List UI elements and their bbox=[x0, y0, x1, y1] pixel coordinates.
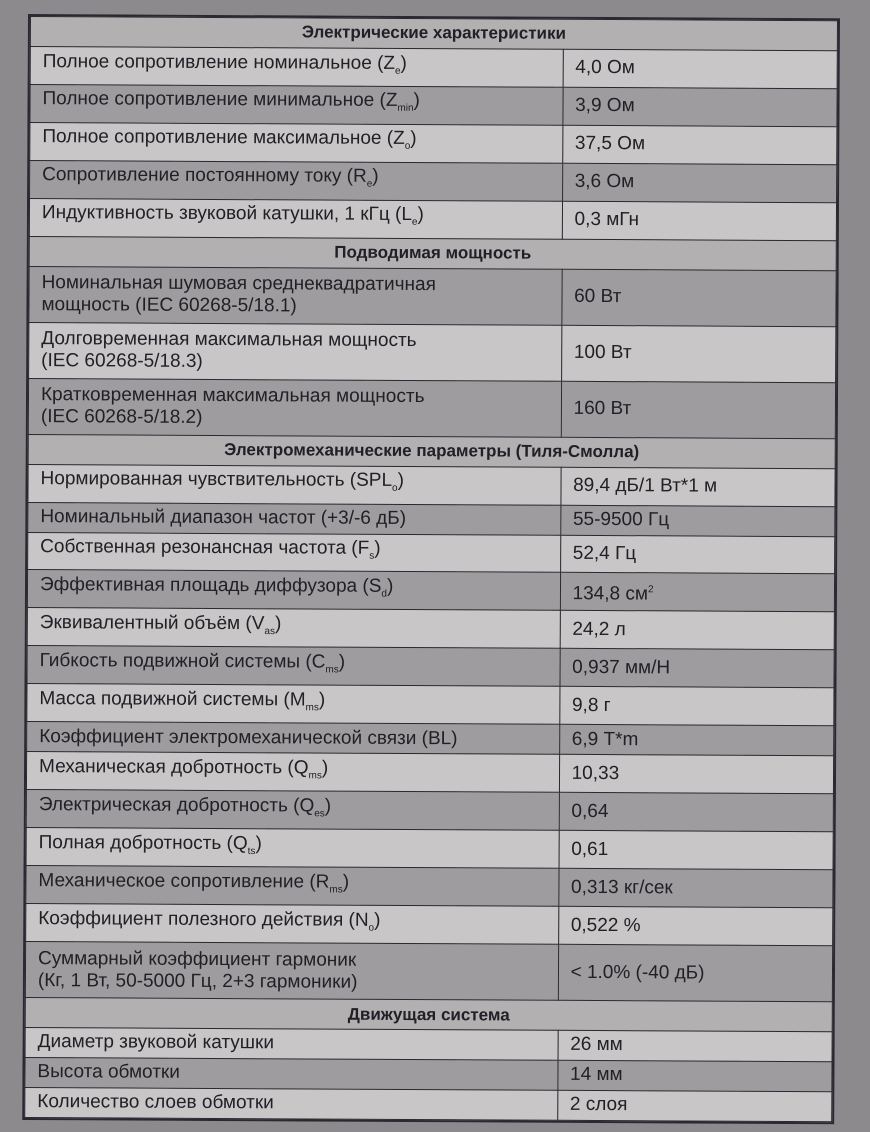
param-label-tail: ) bbox=[374, 537, 381, 559]
param-label-text: Полное сопротивление номинальное (Z bbox=[42, 50, 396, 74]
param-label-text: Нормированная чувствительность (SPL bbox=[40, 468, 393, 492]
table-row bbox=[28, 532, 835, 574]
param-label-text: Полное сопротивление минимальное (Z bbox=[42, 88, 398, 112]
param-label bbox=[29, 266, 562, 325]
param-label bbox=[27, 684, 560, 725]
param-value-text: 89,4 дБ/1 Вт*1 м bbox=[573, 474, 718, 497]
param-subscript: e bbox=[366, 178, 373, 191]
param-value-text: 26 мм bbox=[570, 1034, 623, 1056]
param-label-text: Суммарный коэффициент гармоник bbox=[38, 947, 357, 971]
param-subscript: o bbox=[392, 482, 398, 494]
param-label bbox=[29, 198, 562, 239]
param-value-text: 0,64 bbox=[571, 800, 609, 822]
param-label-text: Высота обмотки bbox=[37, 1061, 180, 1084]
param-subscript: ms bbox=[308, 770, 322, 782]
param-value-text: 0,937 мм/Н bbox=[572, 656, 671, 679]
section-header bbox=[25, 998, 832, 1032]
param-value bbox=[562, 201, 837, 240]
param-label-text: Номинальная шумовая среднеквадратичная bbox=[41, 272, 436, 296]
param-subscript: ms bbox=[325, 664, 339, 676]
param-label-text: Индуктивность звуковой катушки, 1 кГц (L bbox=[41, 202, 412, 226]
param-value bbox=[561, 467, 836, 506]
spec-table bbox=[24, 16, 838, 1122]
param-value-text: 100 Вт bbox=[573, 342, 632, 364]
param-value bbox=[561, 381, 836, 438]
table-row bbox=[28, 502, 835, 536]
param-label bbox=[28, 378, 561, 437]
section-header bbox=[30, 17, 837, 51]
param-label bbox=[25, 1057, 558, 1090]
param-value-text: 134,8 см bbox=[572, 582, 649, 605]
table-row bbox=[30, 122, 837, 164]
param-label-text: Эффективная площадь диффузора (S bbox=[39, 574, 382, 597]
table-row bbox=[25, 1028, 832, 1062]
section-header bbox=[28, 434, 835, 468]
param-subscript: s bbox=[369, 550, 375, 562]
param-value bbox=[559, 755, 834, 794]
param-label-tail: ) bbox=[338, 651, 346, 673]
param-label-tail: ) bbox=[386, 575, 394, 597]
param-label bbox=[28, 502, 561, 535]
param-value bbox=[558, 944, 833, 1001]
param-label-text: Эквивалентный объём (V bbox=[39, 612, 265, 635]
param-label-text: Долговременная максимальная мощность bbox=[41, 328, 417, 352]
param-subscript: ms bbox=[305, 702, 319, 714]
param-value bbox=[558, 1030, 833, 1061]
table-row bbox=[27, 608, 834, 650]
table-row bbox=[26, 752, 833, 794]
param-label-tail: ) bbox=[397, 470, 405, 492]
param-label-tail: ) bbox=[321, 757, 329, 779]
table-row bbox=[27, 722, 834, 756]
param-value bbox=[560, 611, 835, 650]
table-row bbox=[30, 160, 837, 202]
param-subscript: e bbox=[394, 65, 401, 77]
param-value-text: 0,61 bbox=[571, 838, 609, 860]
param-label-text: Номинальный диапазон частот (+3/-6 дБ) bbox=[40, 506, 407, 530]
param-value bbox=[557, 1060, 832, 1091]
param-label-tail: ) bbox=[255, 832, 262, 855]
param-value-text: 52,4 Гц bbox=[572, 542, 637, 565]
param-value-text: 55-9500 Гц bbox=[572, 508, 670, 531]
table-row bbox=[30, 84, 837, 126]
param-label-text: Собственная резонансная частота (F bbox=[40, 536, 370, 559]
table-row bbox=[26, 790, 833, 832]
table-row bbox=[27, 684, 834, 726]
param-value bbox=[560, 649, 835, 688]
table-row bbox=[29, 198, 836, 240]
table-row bbox=[26, 828, 833, 870]
param-label-tail: ) bbox=[400, 52, 407, 74]
param-value-text: 0,313 кг/сек bbox=[570, 876, 673, 899]
param-superscript: 2 bbox=[647, 584, 654, 596]
param-value bbox=[560, 505, 835, 536]
param-label-line2: (IEC 60268-5/18.3) bbox=[41, 350, 203, 373]
param-label bbox=[30, 84, 563, 125]
section-title: Электрические характеристики bbox=[30, 17, 837, 51]
param-label bbox=[27, 722, 560, 755]
param-label bbox=[26, 904, 559, 945]
param-label-tail: ) bbox=[372, 166, 379, 188]
param-subscript: ms bbox=[329, 884, 343, 896]
param-label-tail: ) bbox=[417, 204, 424, 226]
param-label bbox=[30, 122, 563, 163]
param-label-tail: ) bbox=[318, 689, 326, 711]
param-value-text: 60 Вт bbox=[574, 286, 622, 308]
param-label bbox=[26, 752, 559, 793]
param-value bbox=[557, 1090, 832, 1122]
param-label-tail: ) bbox=[274, 613, 282, 635]
param-subscript: es bbox=[314, 808, 325, 820]
table-row bbox=[26, 904, 833, 946]
param-value-text: 14 мм bbox=[570, 1064, 623, 1086]
param-value-text: < 1.0% (-40 дБ) bbox=[570, 961, 705, 984]
param-label bbox=[29, 322, 562, 381]
param-value-text: 0,522 % bbox=[570, 914, 641, 936]
param-value-text: 9,8 г bbox=[571, 694, 611, 716]
param-label-tail: ) bbox=[342, 871, 350, 893]
param-value bbox=[563, 49, 838, 88]
param-value bbox=[560, 573, 835, 612]
param-value bbox=[563, 87, 838, 126]
param-label bbox=[30, 160, 563, 201]
param-label-text: Гибкость подвижной системы (C bbox=[39, 650, 326, 673]
param-subscript: e bbox=[411, 217, 418, 229]
param-value-text: 24,2 л bbox=[572, 618, 626, 641]
table-row bbox=[29, 266, 836, 326]
param-value bbox=[558, 868, 833, 907]
param-value-text: 3,6 Ом bbox=[574, 171, 635, 193]
param-label bbox=[25, 1087, 558, 1120]
param-value bbox=[561, 325, 836, 382]
section-header bbox=[29, 236, 836, 270]
param-value bbox=[560, 535, 835, 574]
param-label bbox=[28, 532, 561, 573]
param-label bbox=[27, 646, 560, 687]
param-label-text: Полное сопротивление максимальное (Z bbox=[42, 126, 405, 150]
param-subscript: min bbox=[397, 103, 414, 115]
param-subscript: o bbox=[404, 141, 411, 153]
param-label bbox=[27, 608, 560, 649]
spec-sheet bbox=[22, 14, 840, 1124]
param-value bbox=[558, 906, 833, 945]
param-label bbox=[25, 942, 558, 1001]
param-label bbox=[25, 1028, 558, 1061]
param-label-line2: (IEC 60268-5/18.2) bbox=[40, 406, 203, 429]
section-title: Электромеханические параметры (Тиля-Смолла) bbox=[28, 434, 835, 468]
param-label-line2: (Кг, 1 Вт, 50-5000 Гц, 2+3 гармоники) bbox=[37, 969, 358, 993]
param-label-text: Коэффициент электромеханической связи (BL) bbox=[39, 725, 458, 750]
param-value bbox=[561, 269, 836, 326]
table-row bbox=[25, 1057, 832, 1091]
param-label-text: Полная добротность (Q bbox=[38, 831, 248, 854]
param-value-text: 160 Вт bbox=[573, 398, 632, 420]
param-label bbox=[26, 866, 559, 907]
param-label bbox=[26, 828, 559, 869]
param-subscript: d bbox=[381, 588, 387, 600]
table-row bbox=[25, 1087, 832, 1121]
param-label bbox=[28, 464, 561, 505]
param-value bbox=[559, 725, 834, 756]
param-value-text: 0,3 мГн bbox=[574, 209, 640, 231]
param-label bbox=[26, 790, 559, 831]
param-value bbox=[559, 830, 834, 869]
param-value-text: 6,9 Т*m bbox=[571, 728, 639, 751]
param-value-text: 37,5 Ом bbox=[574, 133, 646, 155]
section-title: Движущая система bbox=[25, 998, 832, 1032]
table-row bbox=[27, 570, 834, 612]
param-label bbox=[30, 46, 563, 87]
param-label-text: Механическое сопротивление (R bbox=[38, 869, 330, 893]
param-label-text: Масса подвижной системы (M bbox=[39, 688, 306, 711]
param-label-text: Кратковременная максимальная мощность bbox=[40, 384, 425, 408]
param-value bbox=[562, 125, 837, 164]
table-row bbox=[27, 646, 834, 688]
param-label-tail: ) bbox=[410, 128, 417, 150]
param-value-text: 3,9 Ом bbox=[575, 95, 635, 117]
param-label-text: Электрическая добротность (Q bbox=[38, 793, 315, 817]
param-label-tail: ) bbox=[413, 90, 420, 112]
param-label-text: Диаметр звуковой катушки bbox=[37, 1031, 275, 1054]
param-value-text: 4,0 Ом bbox=[575, 57, 635, 79]
param-label-line2: мощность (IEC 60268-5/18.1) bbox=[41, 294, 297, 317]
param-subscript: as bbox=[264, 626, 275, 638]
table-row bbox=[25, 942, 832, 1002]
param-label-tail: ) bbox=[374, 909, 381, 931]
param-label bbox=[27, 570, 560, 611]
table-row bbox=[26, 866, 833, 908]
param-value bbox=[562, 163, 837, 202]
param-label-text: Сопротивление постоянному току (R bbox=[42, 164, 367, 188]
param-value bbox=[559, 793, 834, 832]
table-row bbox=[28, 378, 835, 438]
param-subscript: o bbox=[368, 922, 375, 934]
param-label-text: Механическая добротность (Q bbox=[39, 755, 309, 779]
table-row bbox=[30, 46, 837, 88]
param-label-tail: ) bbox=[324, 795, 332, 817]
param-label-text: Количество слоев обмотки bbox=[37, 1091, 274, 1114]
section-title: Подводимая мощность bbox=[29, 236, 836, 270]
table-row bbox=[29, 322, 836, 382]
table-row bbox=[28, 464, 835, 506]
param-value bbox=[559, 687, 834, 726]
param-value-text: 2 слоя bbox=[569, 1094, 628, 1116]
param-value-text: 10,33 bbox=[571, 762, 620, 784]
param-subscript: ts bbox=[247, 845, 256, 857]
param-label-text: Коэффициент полезного действия (N bbox=[38, 907, 369, 931]
